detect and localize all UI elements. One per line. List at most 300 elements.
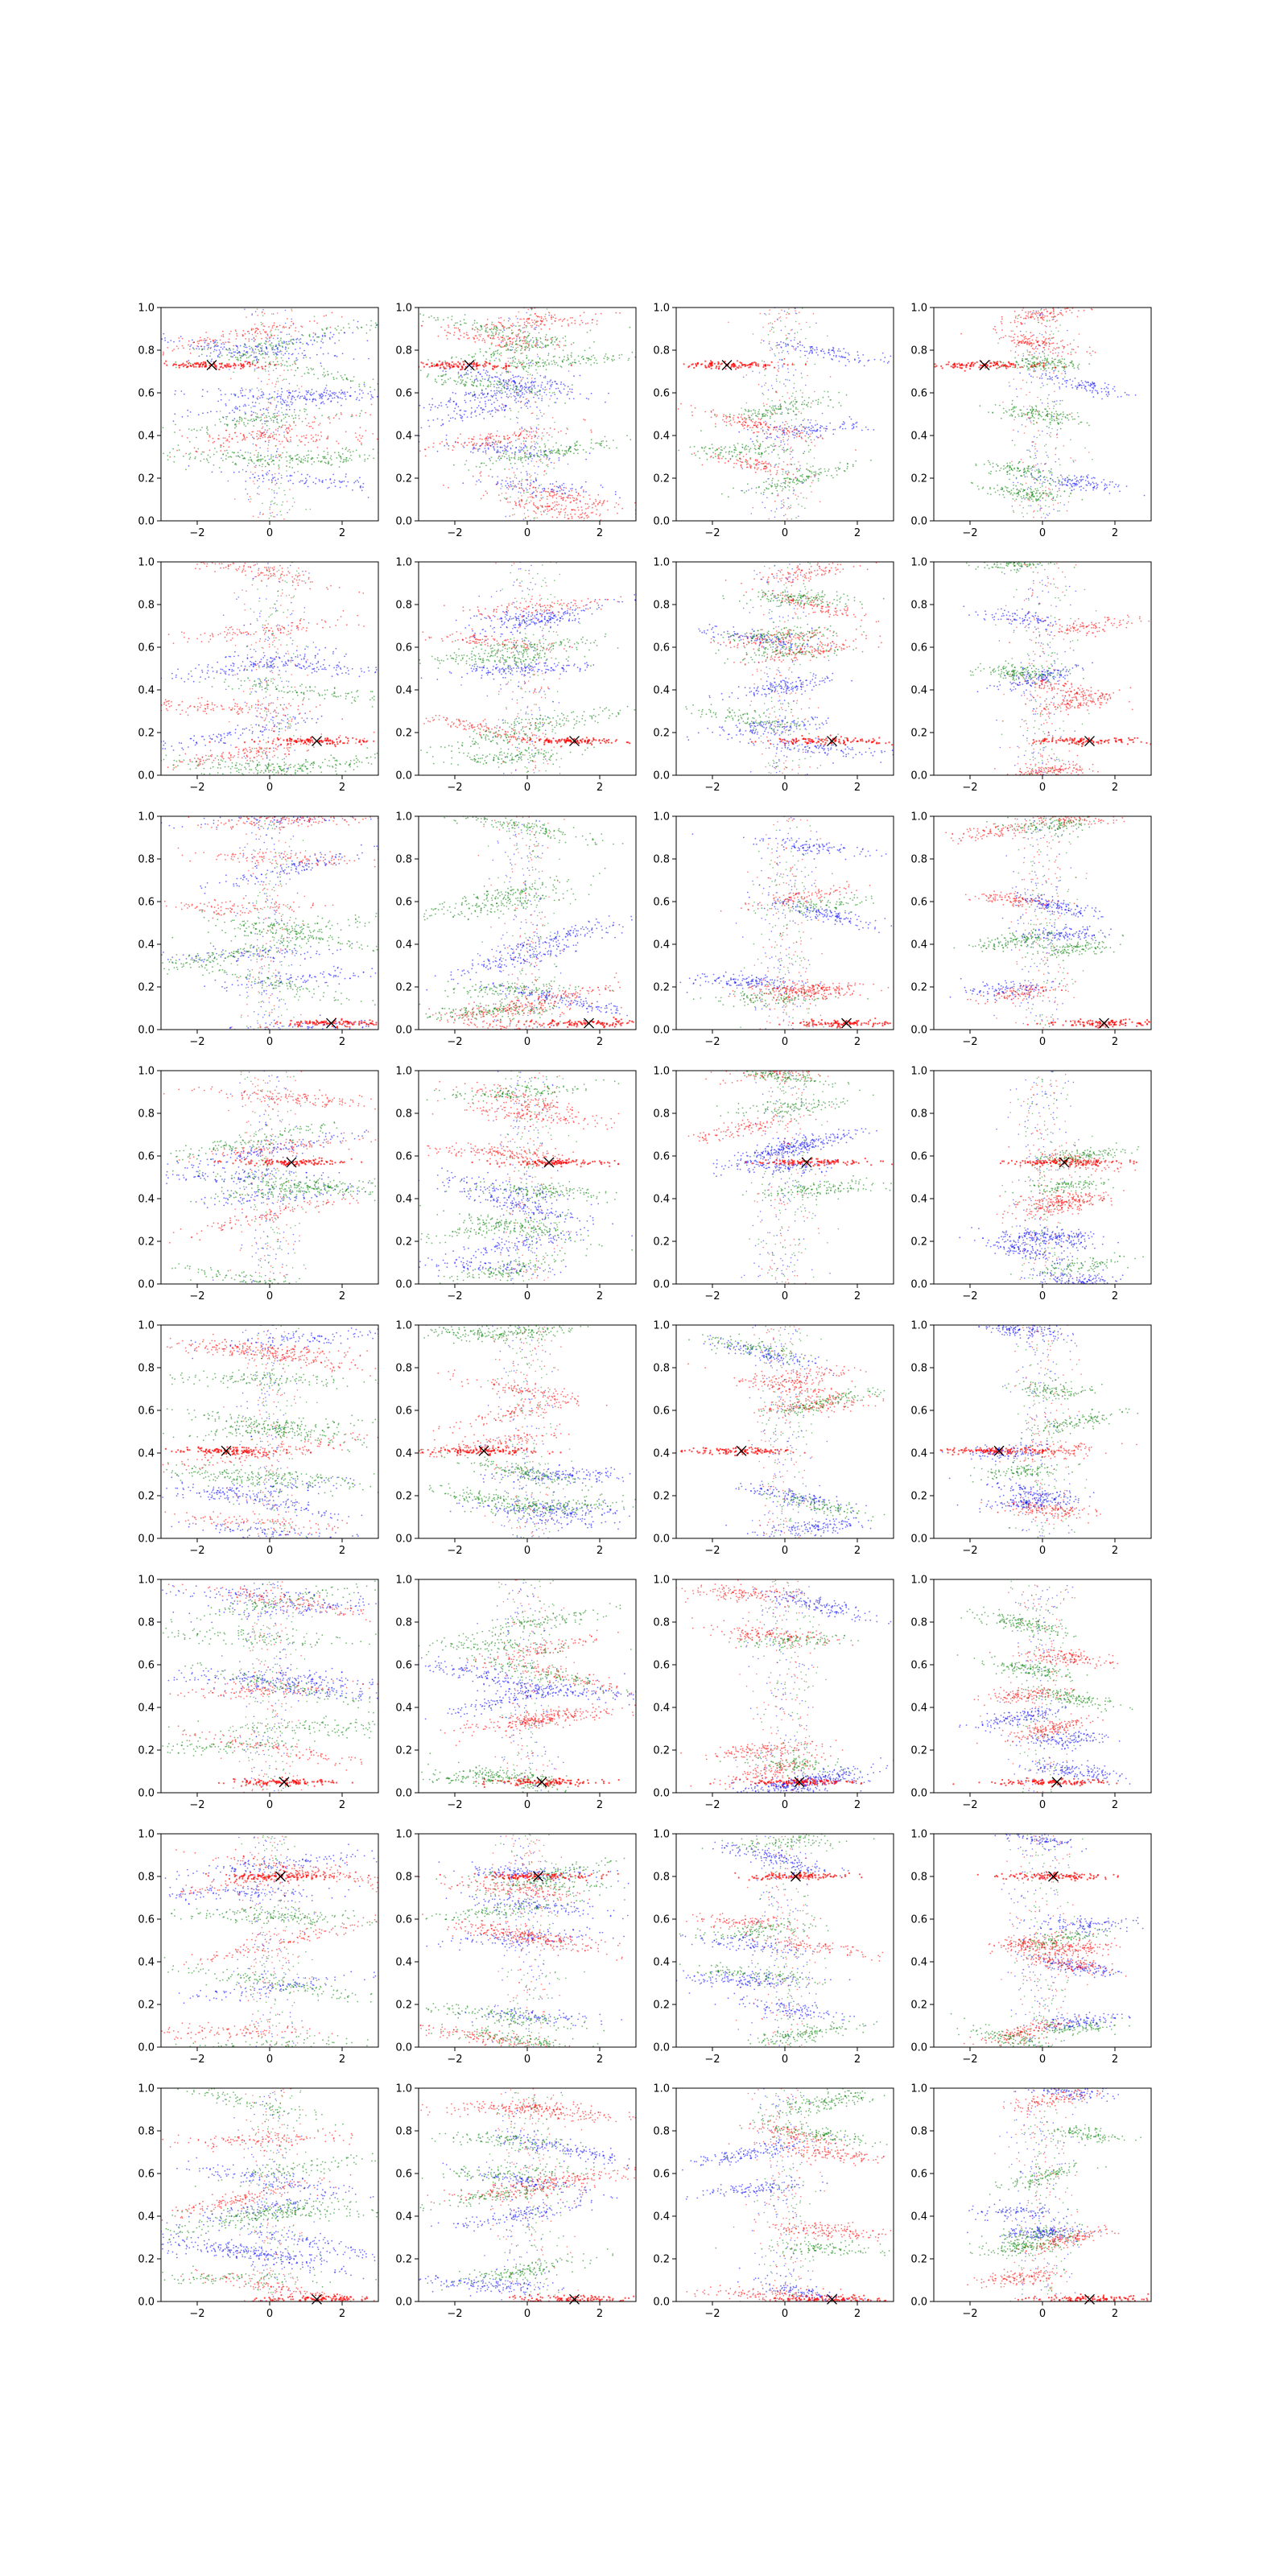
point-blue [497,481,498,483]
point-red [455,363,456,365]
point-red [253,328,254,330]
point-red [421,325,423,327]
point-green [193,349,195,350]
point-red [286,439,287,440]
point-red [248,338,250,340]
point-red [597,509,598,510]
point-green [521,348,522,349]
point-red [580,514,582,515]
point-blue [521,407,522,409]
point-red [560,509,562,510]
point-blue [793,346,795,348]
point-red [264,313,266,315]
point-green [513,347,514,349]
point-green [478,334,480,336]
point-red [712,409,714,411]
point-blue [274,497,275,498]
point-blue [518,449,520,451]
point-green [251,388,253,390]
point-red [268,374,270,376]
point-green [289,406,291,407]
point-blue [298,353,299,355]
point-blue [832,349,834,351]
point-blue [233,411,235,413]
point-blue [486,374,488,376]
point-green [524,346,526,348]
point-green [179,449,180,451]
point-green [593,341,595,343]
point-green [315,418,316,419]
point-blue [481,398,482,399]
point-blue [844,357,846,358]
point-red [444,329,446,331]
point-red [255,450,257,452]
point-green [352,380,353,382]
point-blue [465,411,467,412]
point-red [261,432,262,434]
point-green [575,362,576,364]
point-red [533,503,535,505]
point-blue [615,491,617,493]
point-blue [856,426,857,427]
point-blue [531,381,533,382]
point-green [387,453,389,455]
point-red [758,445,760,447]
point-blue [556,491,558,493]
point-green [604,361,605,363]
point-red [500,441,502,443]
point-red [528,436,530,437]
point-blue [498,387,500,389]
point-blue [563,483,564,485]
point-blue [310,340,312,341]
point-red [537,506,539,508]
point-green [350,380,352,382]
point-red [786,314,787,316]
point-green [258,349,259,351]
point-green [318,454,320,456]
point-blue [233,354,235,356]
point-red [498,339,500,341]
point-red [532,497,534,498]
point-blue [244,404,246,406]
point-green [115,443,117,444]
point-red [497,409,498,411]
point-green [501,367,502,369]
point-red [515,502,517,504]
point-green [526,440,527,442]
point-blue [448,401,449,402]
point-green [295,456,296,457]
point-blue [313,393,315,394]
point-red [279,324,281,326]
point-green [551,361,552,362]
point-green [553,446,555,448]
point-red [537,344,539,345]
point-red [589,498,591,500]
point-green [598,443,600,444]
point-red [308,442,309,444]
point-red [365,430,366,431]
point-red [221,365,222,367]
point-green [489,377,490,378]
point-blue [525,444,526,446]
point-red [744,424,745,426]
point-red [769,341,770,343]
point-blue [560,382,562,383]
point-green [461,382,463,384]
point-green [201,349,203,350]
point-blue [864,365,865,367]
point-blue [330,478,332,480]
point-green [327,454,328,456]
point-red [786,432,787,434]
point-green [325,458,327,460]
point-blue [500,488,502,489]
x-tick-label: 0 [524,527,530,539]
point-red [795,310,796,312]
point-blue [342,391,344,393]
point-blue [786,345,787,346]
point-red [279,440,280,442]
point-green [260,459,262,460]
point-green [526,327,527,328]
point-blue [303,398,305,399]
point-red [748,415,749,416]
point-blue [843,348,844,349]
point-green [456,357,457,358]
point-blue [280,398,282,399]
point-red [526,480,528,481]
point-red [223,437,225,439]
point-green [554,356,555,357]
point-red [775,429,777,431]
point-red [278,469,279,470]
point-red [564,509,565,510]
point-blue [142,342,143,344]
point-red [556,493,558,494]
point-blue [568,386,569,387]
point-blue [851,419,852,420]
point-red [763,422,765,423]
point-green [240,360,242,361]
point-blue [282,398,283,400]
point-red [773,429,774,431]
point-green [543,359,544,361]
point-red [547,491,548,493]
point-green [283,435,285,436]
point-blue [285,323,287,324]
point-red [770,330,771,332]
point-green [515,341,517,342]
point-red [316,440,318,441]
point-red [549,398,551,400]
point-red [142,365,143,366]
point-blue [309,476,311,477]
point-red [228,446,229,448]
point-blue [564,493,566,494]
point-blue [321,398,323,399]
point-green [477,328,478,329]
y-tick-label: 0.8 [395,345,412,357]
point-blue [538,436,539,437]
x-tick-label: 0 [266,527,273,539]
point-red [785,421,786,423]
point-blue [407,358,408,360]
point-blue [798,516,799,518]
point-green [271,489,273,491]
point-blue [258,475,259,477]
point-blue [331,400,332,402]
point-red [497,336,499,338]
point-red [787,481,789,483]
point-blue [486,396,488,398]
point-red [244,440,246,441]
point-blue [478,479,480,481]
point-blue [515,447,517,448]
point-green [299,460,300,462]
point-red [223,446,225,448]
point-green [255,419,257,420]
point-green [461,381,463,382]
point-blue [444,445,445,447]
point-blue [221,457,222,459]
point-blue [528,362,530,364]
point-red [490,433,492,435]
point-green [526,355,527,357]
point-green [278,465,279,467]
point-blue [328,398,329,399]
point-blue [508,489,510,490]
point-red [271,382,273,384]
point-blue [493,402,495,403]
point-blue [324,392,325,394]
point-red [225,366,227,368]
point-blue [334,394,336,396]
point-blue [482,451,484,452]
point-blue [538,356,539,357]
point-blue [816,349,818,350]
point-green [319,408,320,410]
point-blue [539,410,541,411]
point-red [481,498,482,500]
point-green [488,386,489,388]
point-red [505,446,506,448]
point-blue [467,416,469,418]
point-red [549,328,551,330]
point-red [813,313,815,315]
point-red [320,436,322,437]
point-green [242,419,243,420]
point-red [493,365,495,367]
point-red [815,420,817,422]
point-blue [559,490,561,492]
point-red [530,484,532,485]
point-blue [357,481,359,483]
point-green [554,449,555,451]
point-green [530,365,532,367]
point-blue [520,377,522,378]
point-red [596,514,597,515]
point-green [318,460,320,462]
point-green [235,394,237,395]
point-green [190,363,192,365]
point-blue [857,354,859,356]
point-green [526,325,528,327]
point-red [578,516,580,518]
point-green [613,359,615,361]
point-green [514,365,515,367]
point-red [776,427,778,428]
point-blue [331,395,332,397]
point-green [498,381,500,382]
point-red [529,323,530,324]
point-red [764,385,766,386]
point-red [282,380,283,382]
point-blue [535,473,536,474]
point-blue [555,383,557,385]
point-green [251,329,253,331]
point-red [559,319,561,320]
point-blue [777,345,778,346]
point-green [568,364,570,365]
point-green [502,331,504,332]
point-blue [300,396,302,398]
point-blue [778,428,780,430]
point-red [815,445,816,447]
point-red [245,338,246,340]
point-green [485,330,486,332]
point-red [443,485,444,486]
point-blue [220,351,221,353]
point-blue [801,430,803,431]
point-red [564,512,566,514]
point-green [530,390,532,392]
point-blue [353,358,355,360]
point-red [522,489,524,490]
y-tick-label: 0.4 [395,431,412,443]
point-green [316,341,318,343]
point-red [530,428,532,430]
point-blue [561,489,563,491]
point-green [249,345,250,347]
point-blue [555,402,556,403]
point-red [240,363,242,365]
point-red [446,365,448,366]
point-blue [521,483,522,485]
point-blue [458,406,460,407]
point-red [145,366,147,368]
point-blue [774,464,776,466]
point-green [523,493,525,494]
point-blue [265,354,266,356]
point-blue [801,373,803,374]
point-blue [514,485,516,486]
point-green [227,424,229,426]
point-red [181,364,183,365]
point-blue [214,349,216,350]
point-green [501,390,502,392]
point-green [520,349,522,351]
point-red [773,427,774,429]
point-blue [532,363,534,365]
point-blue [764,313,766,315]
point-blue [534,386,535,387]
point-blue [274,477,275,478]
point-green [470,379,472,381]
point-red [253,431,254,432]
point-green [546,473,547,475]
point-red [530,447,532,448]
point-red [537,340,539,341]
point-blue [308,344,309,345]
point-blue [229,349,231,351]
point-green [555,336,556,338]
point-green [126,452,127,453]
point-green [549,392,551,394]
point-green [364,382,365,383]
point-red [485,440,487,441]
point-red [250,364,251,365]
point-red [246,437,248,439]
point-green [327,327,328,328]
point-blue [768,390,770,391]
point-green [227,349,229,351]
point-green [443,319,444,320]
point-blue [277,393,279,394]
point-blue [303,350,305,352]
point-red [349,449,350,451]
point-green [254,360,255,361]
point-red [514,472,515,473]
point-red [786,335,787,336]
point-red [287,501,288,502]
point-green [235,357,237,358]
point-red [779,399,781,401]
point-red [585,323,587,324]
point-blue [287,390,288,392]
point-red [540,323,542,324]
point-blue [303,355,305,357]
point-red [316,323,318,324]
point-green [402,315,403,316]
point-green [266,415,267,417]
point-green [415,374,417,375]
point-green [301,458,303,460]
point-blue [216,350,217,352]
point-blue [561,485,563,486]
point-blue [469,400,471,402]
point-green [392,456,394,457]
point-green [537,474,539,476]
point-green [521,390,522,391]
point-green [285,456,287,458]
point-red [445,362,447,364]
point-green [460,320,461,322]
point-red [711,411,712,412]
point-green [522,462,523,464]
point-red [760,419,762,420]
point-blue [485,406,486,407]
point-green [458,373,460,374]
point-blue [806,433,807,435]
point-red [280,363,282,365]
point-green [260,417,262,419]
point-green [520,456,522,458]
point-red [587,518,588,519]
point-red [780,316,782,318]
subplot-r1-c2 [364,303,671,540]
